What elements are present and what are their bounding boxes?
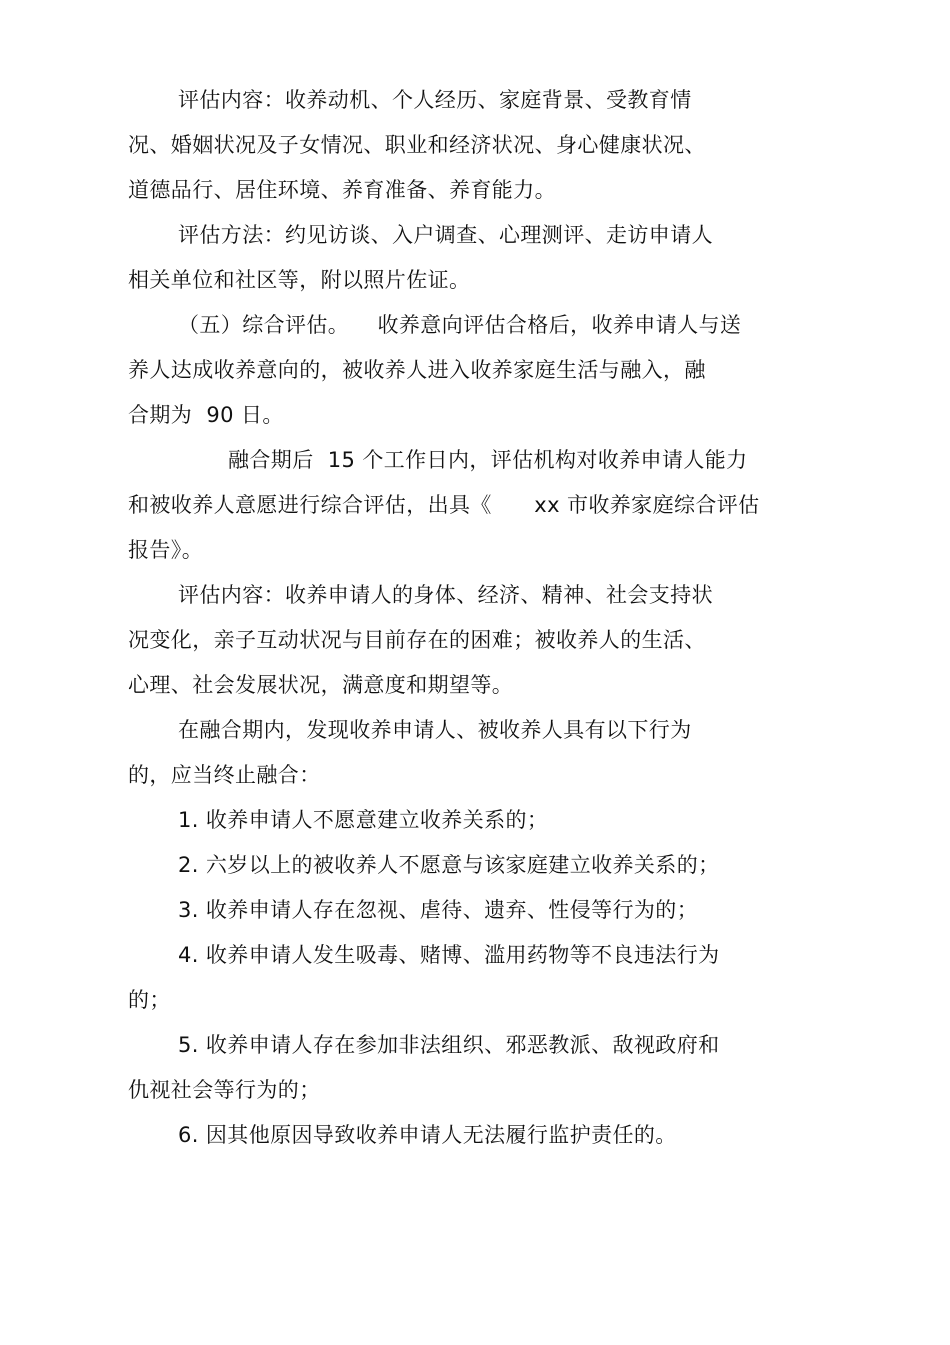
- text-line: 和被收养人意愿进行综合评估，出具《 xx 市收养家庭综合评估: [128, 493, 760, 517]
- text-line: 心理、社会发展状况，满意度和期望等。: [128, 673, 514, 697]
- list-item: 2. 六岁以上的被收养人不愿意与该家庭建立收养关系的；: [178, 853, 720, 877]
- list-item: 6. 因其他原因导致收养申请人无法履行监护责任的。: [178, 1123, 677, 1147]
- text-line: 道德品行、居住环境、养育准备、养育能力。: [128, 178, 556, 202]
- list-item: 5. 收养申请人存在参加非法组织、邪恶教派、敌视政府和: [178, 1033, 720, 1057]
- text-line: 报告》。: [128, 538, 204, 562]
- list-item: 1. 收养申请人不愿意建立收养关系的；: [178, 808, 549, 832]
- text-line: 合期为 90 日。: [128, 403, 284, 427]
- list-item: 3. 收养申请人存在忽视、虐待、遗弃、性侵等行为的；: [178, 898, 699, 922]
- text-line: 评估内容：收养申请人的身体、经济、精神、社会支持状: [178, 583, 713, 607]
- text-line: 养人达成收养意向的，被收养人进入收养家庭生活与融入，融: [128, 358, 706, 382]
- text-line: 评估方法：约见访谈、入户调查、心理测评、走访申请人: [178, 223, 713, 247]
- text-line: 相关单位和社区等，附以照片佐证。: [128, 268, 471, 292]
- list-item-continuation: 仇视社会等行为的；: [128, 1078, 321, 1102]
- text-line: 在融合期内，发现收养申请人、被收养人具有以下行为: [178, 718, 692, 742]
- text-line: 况变化，亲子互动状况与目前存在的困难；被收养人的生活、: [128, 628, 706, 652]
- text-line: 评估内容：收养动机、个人经历、家庭背景、受教育情: [178, 88, 692, 112]
- list-item: 4. 收养申请人发生吸毒、赌博、滥用药物等不良违法行为: [178, 943, 720, 967]
- list-item-continuation: 的；: [128, 988, 171, 1012]
- text-line: 融合期后 15 个工作日内，评估机构对收养申请人能力: [228, 448, 748, 472]
- text-line: 况、婚姻状况及子女情况、职业和经济状况、身心健康状况、: [128, 133, 706, 157]
- section-heading: （五）综合评估。 收养意向评估合格后，收养申请人与送: [178, 313, 742, 337]
- text-line: 的，应当终止融合：: [128, 763, 321, 787]
